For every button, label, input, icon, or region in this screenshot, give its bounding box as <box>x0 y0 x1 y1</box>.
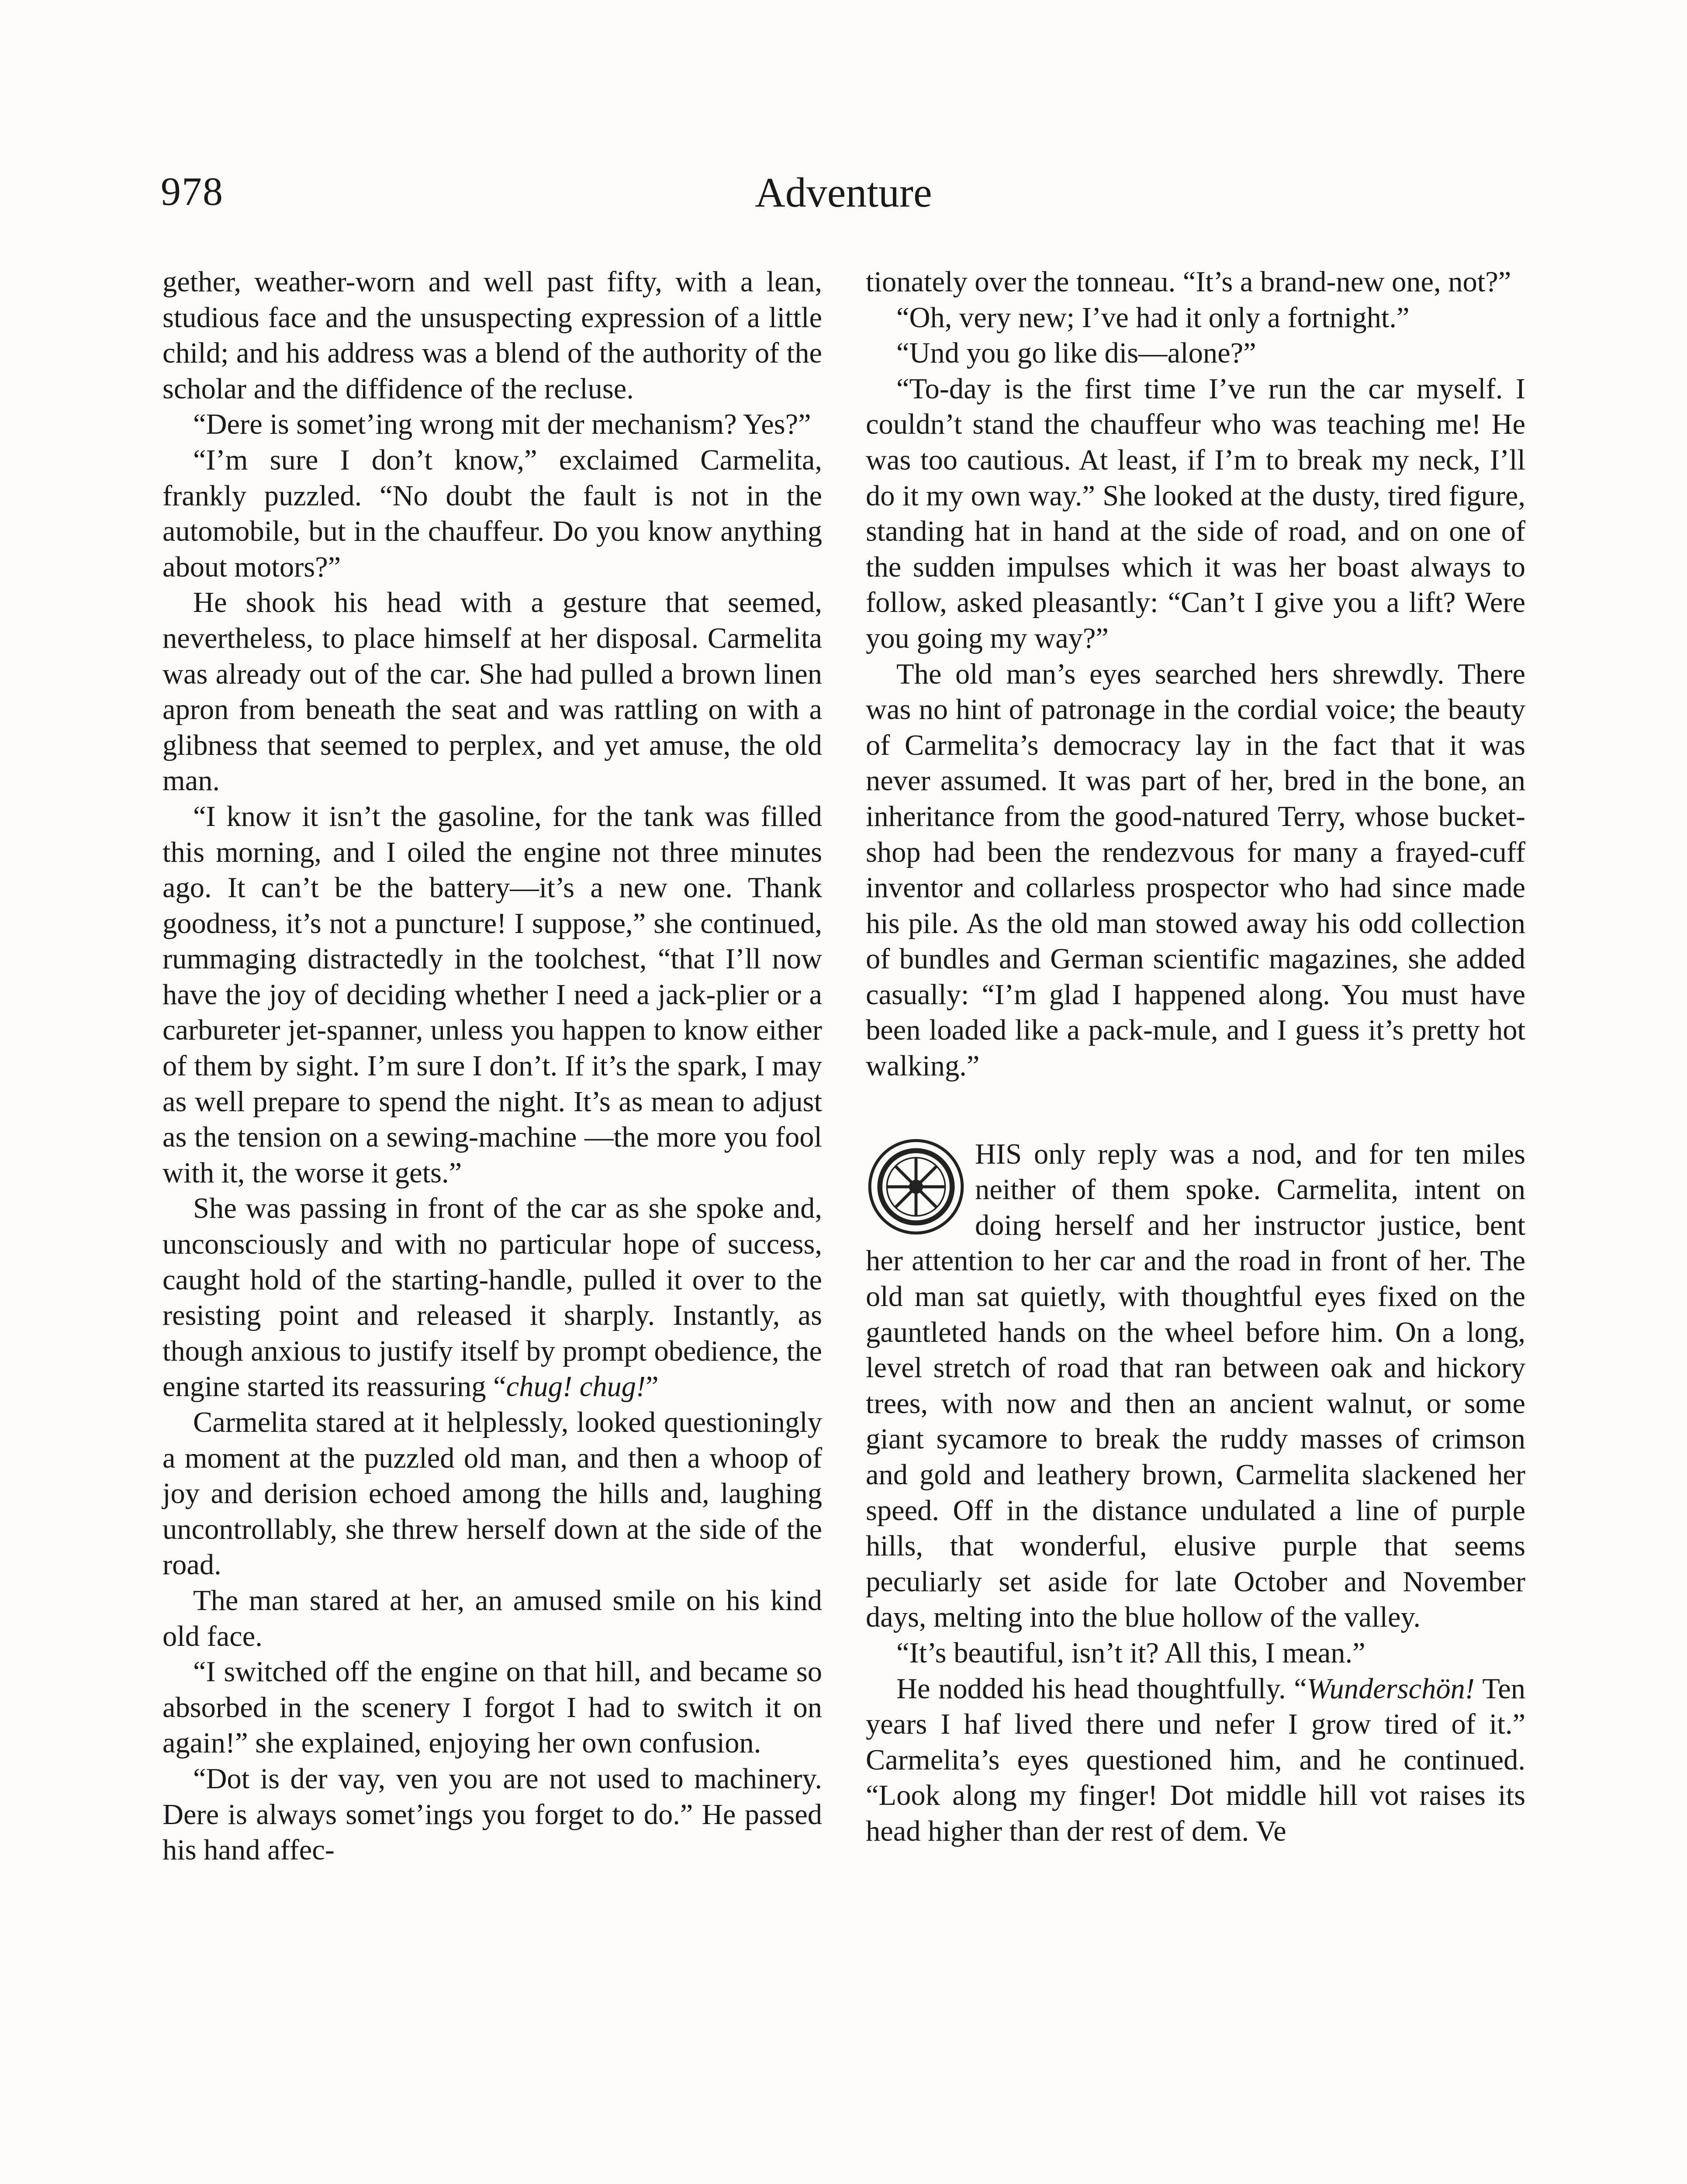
text-run: He nodded his head thoughtfully. “ <box>896 1673 1307 1705</box>
text-run: She was passing in front of the car as she spoke and, unconsciously and with no particular hope of success, caught hold of the starting-handle, pulled it over to the resisting point and released it sharply. Instantly, as though anxious to justify itself by prompt obedience, the engine started its reassuring “ <box>162 1192 822 1403</box>
paragraph <box>162 1191 822 1405</box>
page-header <box>0 168 1687 229</box>
italic-text: chug! chug! <box>506 1371 646 1403</box>
text-run: ” <box>646 1371 659 1403</box>
wheel-icon <box>866 1137 966 1237</box>
paragraph: gether, weather-worn and well past fifty, with a lean, studious face and the unsuspecting expression of a little child; and his address was a blend of the authority of the scholar and the diffidence of the recluse. <box>162 266 822 405</box>
text-run: Ten years I haf lived there und nefer I grow tired of it.” Carmelita’s eyes questioned him, and he continued. “Look along my finger! Dot middle hill vot raises its head higher than der rest of dem. Ve <box>866 1673 1525 1847</box>
paragraph: “I switched off the engine on that hill, and became so absorbed in the scenery I forgot I had to switch it on again!” she explained, enjoying her own confusion. <box>162 1656 822 1759</box>
page-number: 978 <box>161 169 224 214</box>
left-column <box>162 264 822 1868</box>
paragraph: “Oh, very new; I’ve had it only a fortnight.” <box>896 301 1410 334</box>
paragraph: “Und you go like dis—alone?” <box>896 337 1256 370</box>
paragraph: tionately over the tonneau. “It’s a brand-new one, not?” <box>866 266 1511 298</box>
paragraph: HIS only reply was a nod, and for ten miles neither of them spoke. Carmelita, intent on doing herself and her instructor justice, bent her attention to her car and the road in front of her. The old man sat quietly, with thoughtful eyes fixed on the gauntleted hands on the wheel before him. On a long, level stretch of road that ran between oak and hickory trees, with now and then an ancient walnut, or some giant sycamore to break the ruddy masses of crimson and gold and leathery brown, Carmelita slackened her speed. Off in the distance undulated a line of purple hills, that wonderful, elusive purple that seems peculiarly set aside for late October and November days, melting into the blue hollow of the valley. <box>866 1138 1525 1634</box>
paragraph <box>866 1671 1525 1849</box>
paragraph: Carmelita stared at it helplessly, looked questioningly a moment at the puzzled old man, and then a whoop of joy and derision echoed among the hills and, laughing uncontrollably, she threw herself down at the side of the road. <box>162 1406 822 1581</box>
running-title: Adventure <box>755 169 932 216</box>
paragraph: “Dere is somet’ing wrong mit der mechanism? Yes?” <box>193 408 811 441</box>
paragraph: “It’s beautiful, isn’t it? All this, I mean.” <box>896 1637 1366 1669</box>
right-column <box>866 264 1525 1849</box>
paragraph: The man stared at her, an amused smile on his kind old face. <box>162 1584 822 1652</box>
paragraph: “Dot is der vay, ven you are not used to machinery. Dere is always somet’ings you forget to do.” He passed his hand affec- <box>162 1762 822 1866</box>
section-break <box>866 1137 1525 1635</box>
paragraph: He shook his head with a gesture that seemed, nevertheless, to place himself at her disposal. Carmelita was already out of the car. She had pulled a brown linen apron from beneath the seat and was rattling on with a glibness that seemed to perplex, and yet amuse, the old man. <box>162 587 822 797</box>
paragraph: “I know it isn’t the gasoline, for the tank was filled this morning, and I oiled the engine not three minutes ago. It can’t be the battery—it’s a new one. Thank goodness, it’s not a puncture! I suppose,” she continued, rummaging distractedly in the toolchest, “that I’ll now have the joy of deciding whether I need a jack-plier or a carbureter jet-spanner, unless you happen to know either of them by sight. I’m sure I don’t. If it’s the spark, I may as well prepare to spend the night. It’s as mean to adjust as the tension on a sewing-machine —the more you fool with it, the worse it gets.” <box>162 800 822 1189</box>
paragraph: The old man’s eyes searched hers shrewdly. There was no hint of patronage in the cordial voice; the beauty of Carmelita’s democracy lay in the fact that it was never assumed. It was part of her, bred in the bone, an inheritance from the good-natured Terry, whose bucket-shop had been the rendezvous for many a frayed-cuff inventor and collarless prospector who had since made his pile. As the old man stowed away his odd collection of bundles and German scientific magazines, she added casually: “I’m glad I happened along. You must have been loaded like a pack-mule, and I guess it’s pretty hot walking.” <box>866 658 1525 1082</box>
paragraph: “I’m sure I don’t know,” exclaimed Carmelita, frankly puzzled. “No doubt the fault is not in the automobile, but in the chauffeur. Do you know anything about motors?” <box>162 444 822 583</box>
italic-text: Wunderschön! <box>1307 1673 1475 1705</box>
paragraph: “To-day is the first time I’ve run the car myself. I couldn’t stand the chauffeur who was teaching me! He was too cautious. At least, if I’m to break my neck, I’ll do it my own way.” She looked at the dusty, tired figure, standing hat in hand at the side of road, and on one of the sudden impulses which it was her boast always to follow, asked pleasantly: “Can’t I give you a lift? Were you going my way?” <box>866 373 1525 654</box>
